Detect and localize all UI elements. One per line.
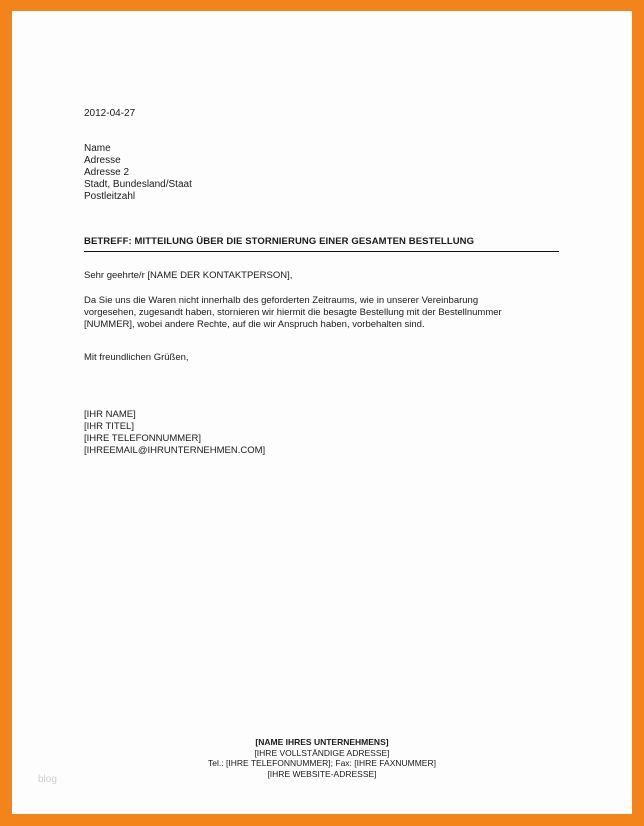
signature-block	[84, 409, 265, 457]
signature-title: [IHR TITEL]	[84, 421, 134, 432]
watermark: blog	[38, 774, 57, 785]
letter-date: 2012-04-27	[84, 108, 136, 119]
footer-website: [IHRE WEBSITE-ADRESSE]	[267, 768, 377, 779]
recipient-postal-code: Postleitzahl	[84, 191, 136, 202]
recipient-city-state: Stadt, Bundesland/Staat	[84, 179, 192, 190]
recipient-address-line-2: Adresse 2	[84, 167, 130, 178]
recipient-address-line-1: Adresse	[84, 155, 121, 166]
letter-body	[84, 295, 564, 331]
letter-page	[12, 11, 632, 814]
footer-company: [NAME IHRES UNTERNEHMENS]	[255, 737, 389, 747]
recipient-name: Name	[84, 143, 111, 154]
body-line: vorgesehen, zugesandt haben, stornieren wir hiermit die besagte Bestellung mit der Bestellnummer	[84, 307, 502, 318]
footer-address: [IHRE VOLLSTÄNDIGE ADRESSE]	[254, 747, 390, 758]
subject-line: BETREFF: MITTEILUNG ÜBER DIE STORNIERUNG EINER GESAMTEN BESTELLUNG	[84, 236, 559, 252]
body-line: Da Sie uns die Waren nicht innerhalb des geforderten Zeitraums, wie in unserer Vereinbarung	[84, 295, 479, 306]
recipient-address	[84, 143, 192, 203]
letter-footer	[12, 737, 632, 779]
signature-name: [IHR NAME]	[84, 409, 136, 420]
closing: Mit freundlichen Grüßen,	[84, 352, 189, 363]
signature-phone: [IHRE TELEFONNUMMER]	[84, 433, 202, 444]
salutation: Sehr geehrte/r [NAME DER KONTAKTPERSON],	[84, 270, 293, 281]
body-line: [NUMMER], wobei andere Rechte, auf die wir Anspruch haben, vorbehalten sind.	[84, 319, 425, 330]
footer-contact: Tel.: [IHRE TELEFONNUMMER]; Fax: [IHRE FAXNUMMER]	[208, 758, 436, 768]
signature-email: [IHREEMAIL@IHRUNTERNEHMEN.COM]	[84, 445, 266, 456]
